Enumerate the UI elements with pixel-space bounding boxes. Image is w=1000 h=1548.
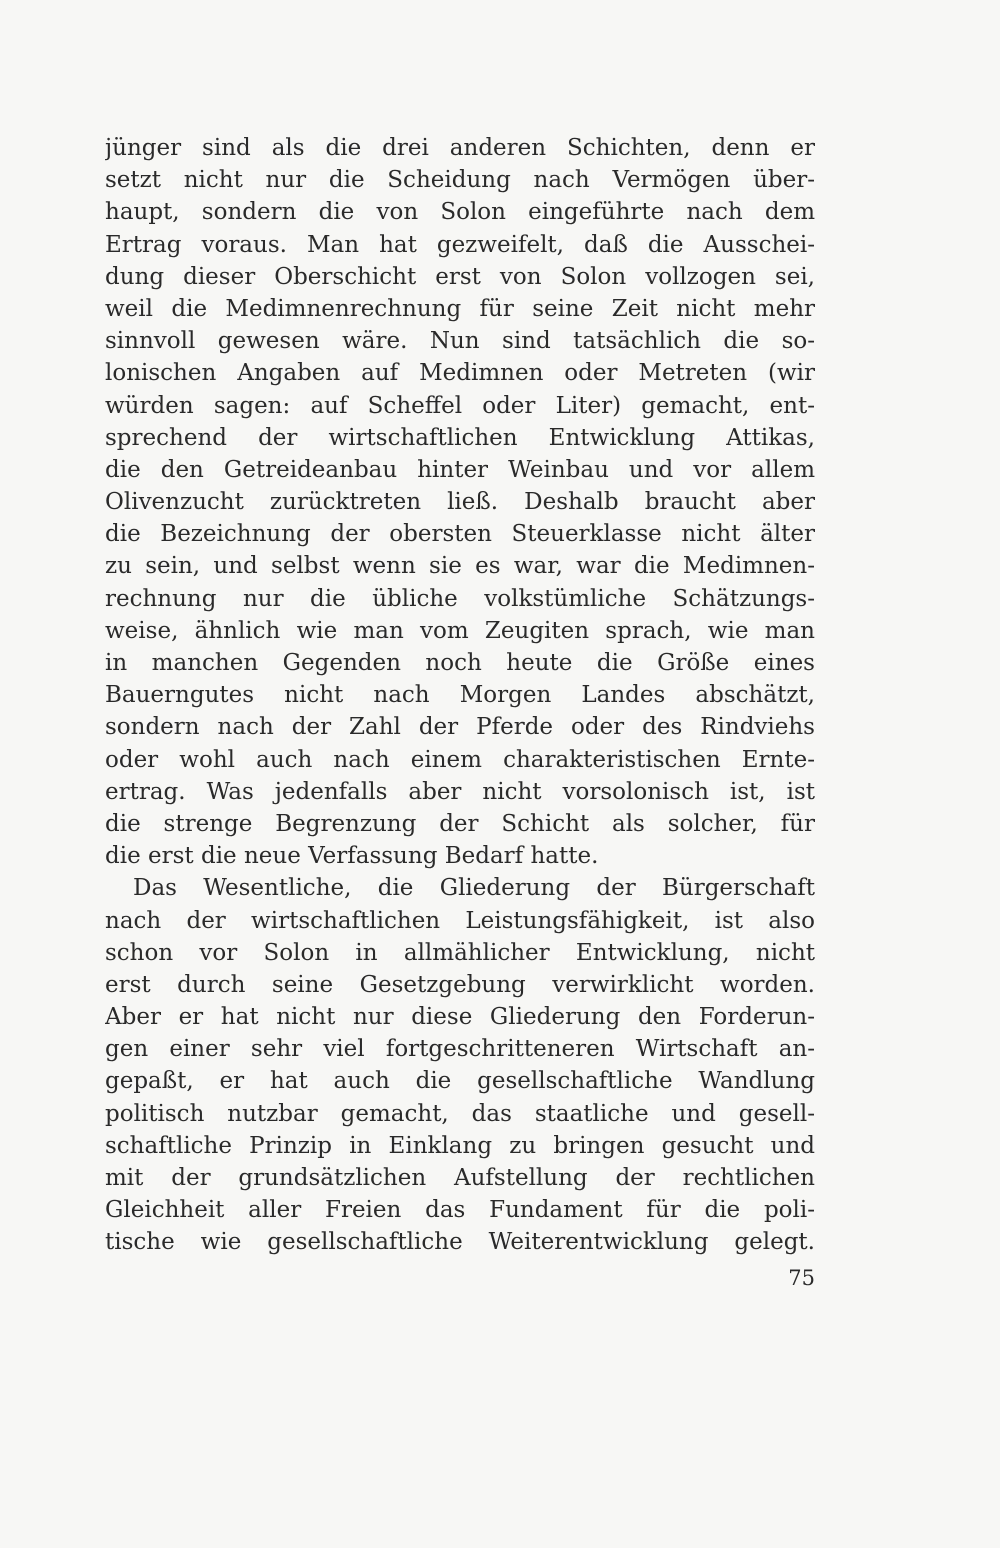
text-line: würden sagen: auf Scheffel oder Liter) gemacht, ent- (105, 392, 815, 419)
text-line: schaftliche Prinzip in Einklang zu bringen gesucht und (105, 1132, 815, 1159)
text-line: rechnung nur die übliche volkstümliche Schätzungs- (105, 585, 815, 612)
text-line: Ertrag voraus. Man hat gezweifelt, daß die Ausschei- (105, 231, 815, 258)
text-line: haupt, sondern die von Solon eingeführte nach dem (105, 199, 815, 226)
text-line: die strenge Begrenzung der Schicht als solcher, für (105, 810, 815, 837)
text-line: zu sein, und selbst wenn sie es war, war die Medimnen- (105, 553, 815, 580)
text-line: tische wie gesellschaftliche Weiterentwicklung gelegt. (105, 1229, 815, 1256)
text-line: Gleichheit aller Freien das Fundament für die poli- (105, 1197, 815, 1224)
text-line: gen einer sehr viel fortgeschritteneren Wirtschaft an- (105, 1036, 815, 1063)
text-line: nach der wirtschaftlichen Leistungsfähigkeit, ist also (105, 907, 815, 934)
text-line: mit der grundsätzlichen Aufstellung der rechtlichen (105, 1165, 815, 1191)
text-line: Olivenzucht zurücktreten ließ. Deshalb braucht aber (105, 489, 815, 516)
text-line: Das Wesentliche, die Gliederung der Bürgerschaft (133, 875, 815, 902)
text-line: sondern nach der Zahl der Pferde oder des Rindviehs (105, 714, 815, 741)
text-line: in manchen Gegenden noch heute die Größe eines (105, 650, 815, 676)
text-line: sinnvoll gewesen wäre. Nun sind tatsächlich die so- (105, 328, 815, 355)
text-line: lonischen Angaben auf Medimnen oder Metreten (wir (105, 360, 815, 387)
text-line: dung dieser Oberschicht erst von Solon vollzogen sei, (105, 263, 815, 290)
text-line: weil die Medimnenrechnung für seine Zeit nicht mehr (105, 295, 815, 322)
text-line: politisch nutzbar gemacht, das staatliche und gesell- (105, 1100, 815, 1127)
text-line: setzt nicht nur die Scheidung nach Vermögen über- (105, 167, 815, 194)
page-number: 75 (788, 1266, 815, 1290)
text-line: sprechend der wirtschaftlichen Entwicklung Attikas, (105, 424, 815, 451)
text-line: gepaßt, er hat auch die gesellschaftliche Wandlung (105, 1068, 815, 1095)
text-line: Aber er hat nicht nur diese Gliederung den Forderun- (105, 1004, 815, 1031)
text-line: die den Getreideanbau hinter Weinbau und vor allem (105, 456, 815, 483)
text-line: erst durch seine Gesetzgebung verwirklicht worden. (105, 971, 815, 998)
text-line: Bauerngutes nicht nach Morgen Landes abschätzt, (105, 682, 815, 709)
paragraph-1 (105, 132, 815, 872)
text-line: schon vor Solon in allmählicher Entwicklung, nicht (105, 939, 815, 966)
paragraph-2 (105, 872, 815, 1258)
text-line: oder wohl auch nach einem charakteristischen Ernte- (105, 746, 815, 773)
text-line: die erst die neue Verfassung Bedarf hatte. (105, 843, 599, 870)
body-text (105, 132, 815, 1259)
text-line: die Bezeichnung der obersten Steuerklasse nicht älter (105, 521, 815, 548)
text-line: ertrag. Was jedenfalls aber nicht vorsolonisch ist, ist (105, 778, 815, 805)
text-line: jünger sind als die drei anderen Schichten, denn er (105, 135, 815, 161)
text-line: weise, ähnlich wie man vom Zeugiten sprach, wie man (105, 617, 815, 644)
